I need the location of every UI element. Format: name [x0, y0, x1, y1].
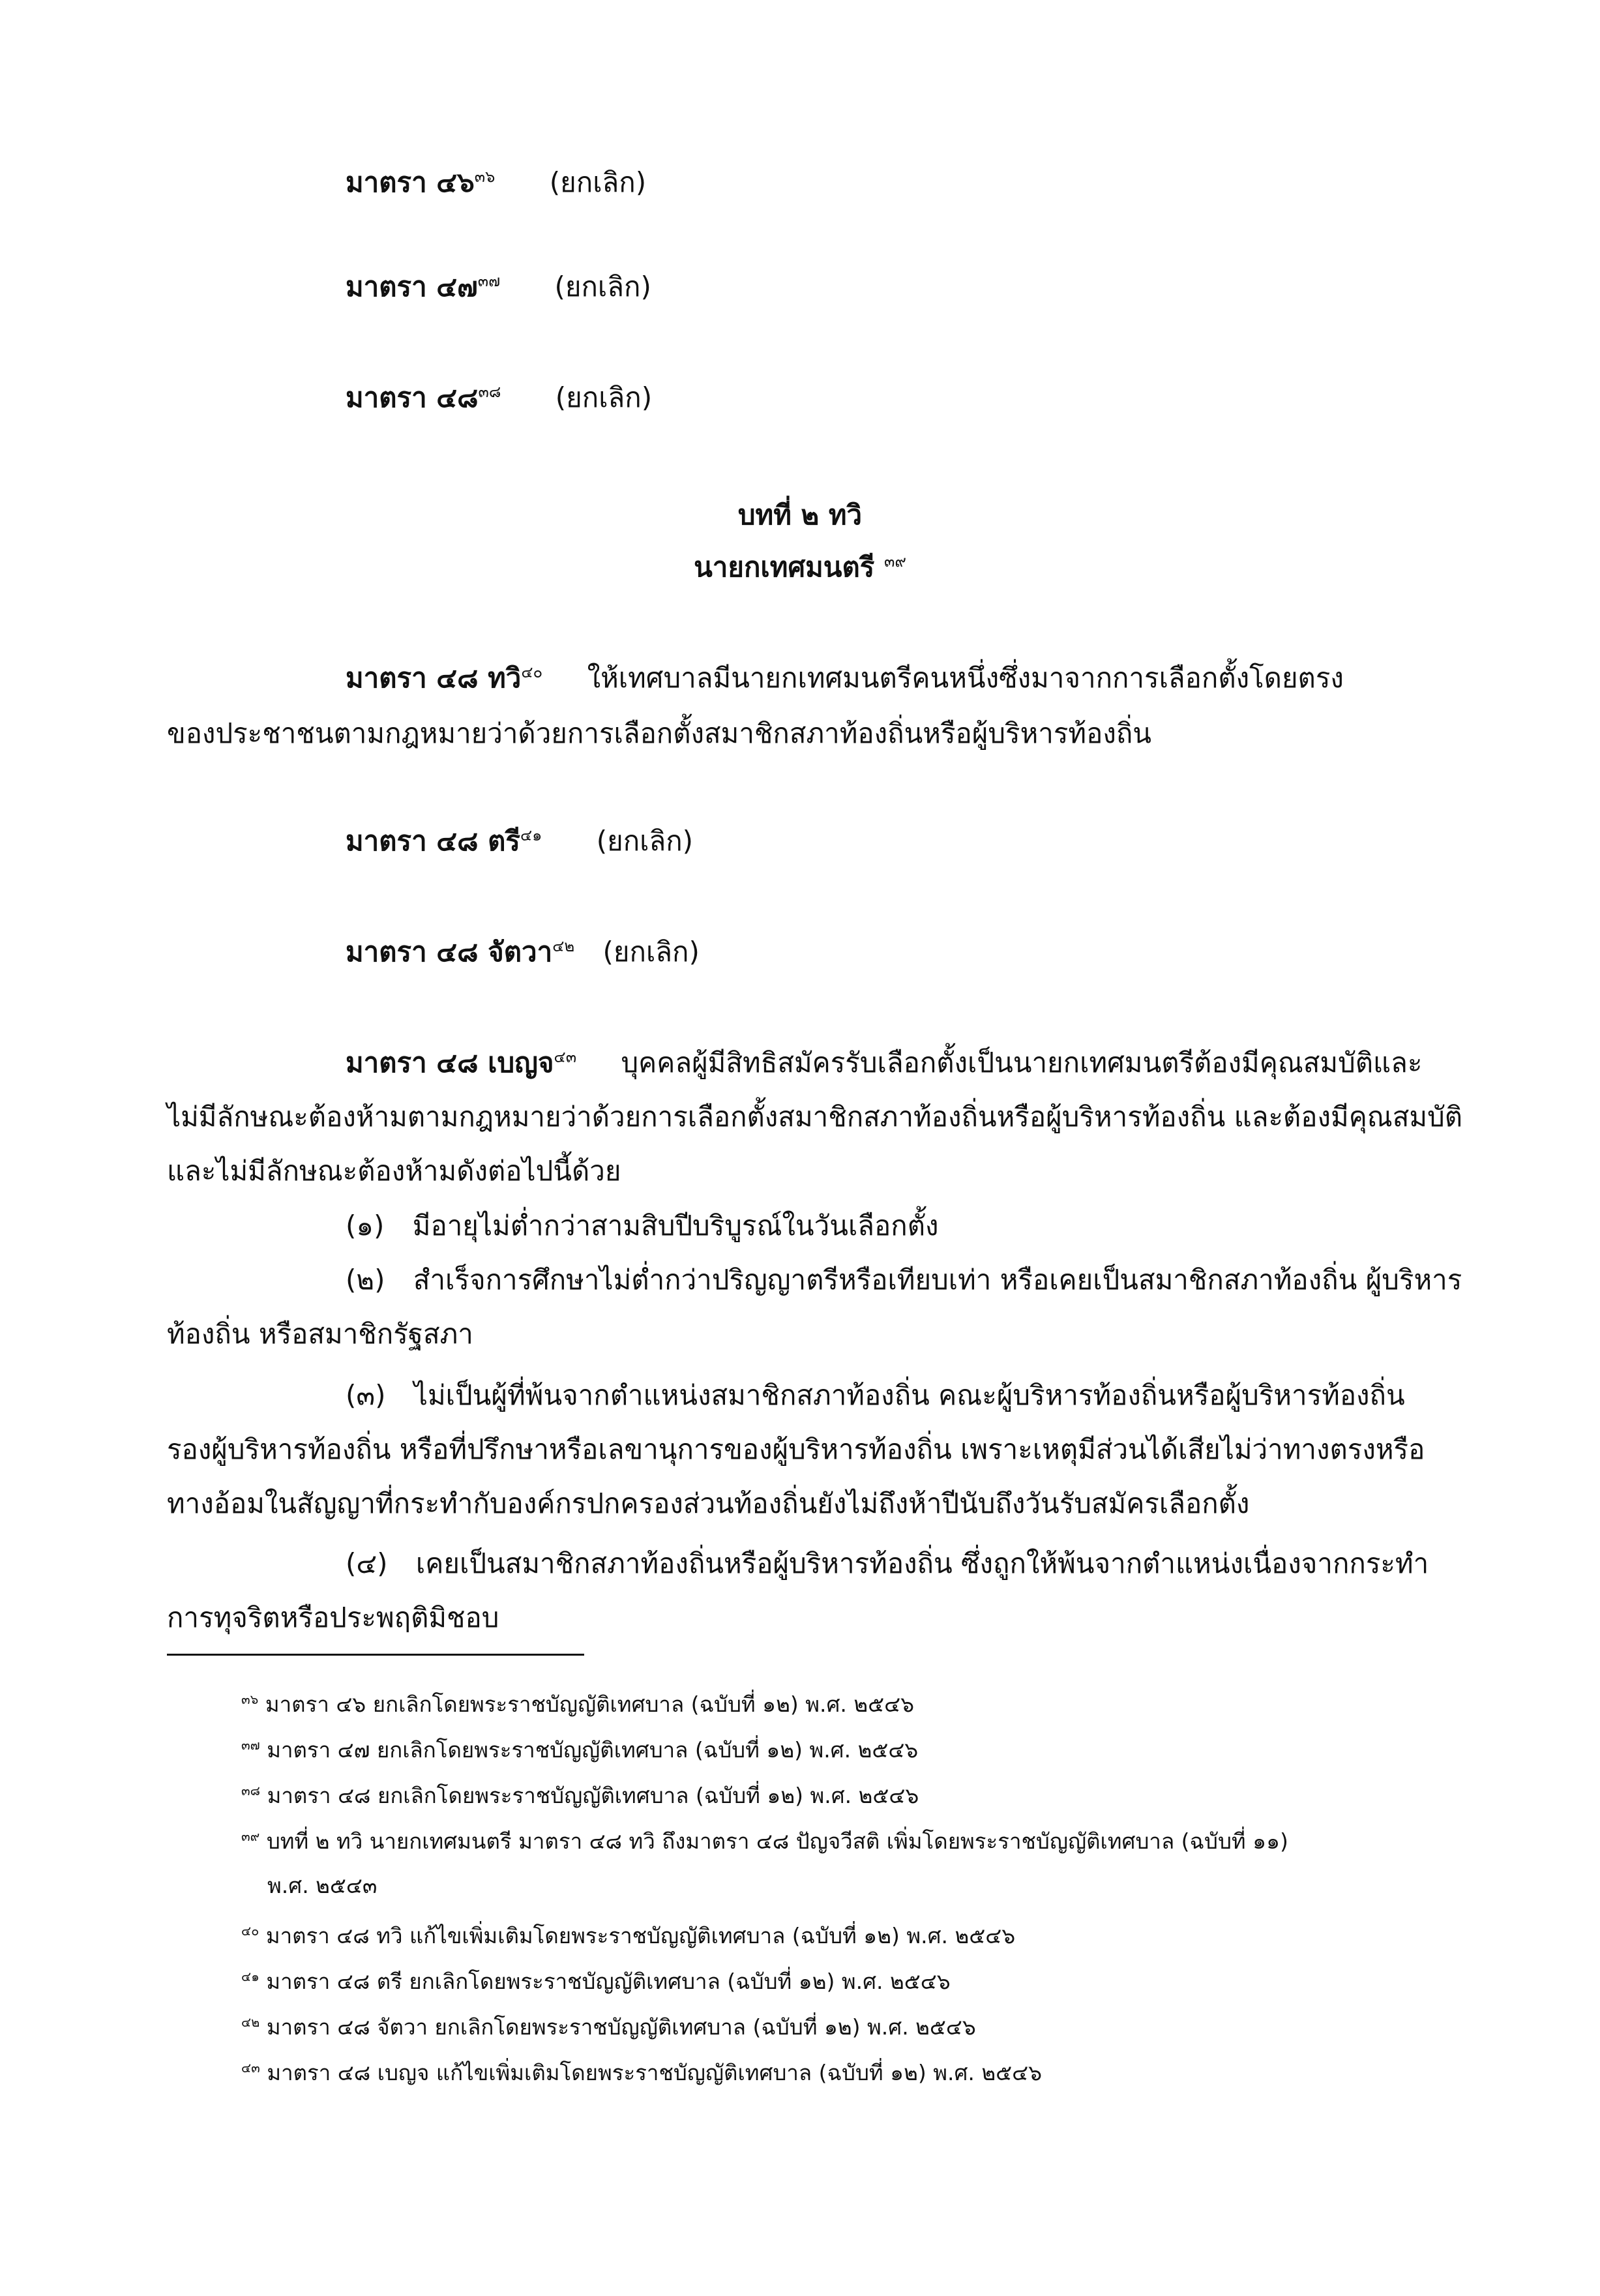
footnote-ref: ๓๗	[477, 272, 501, 290]
footnote-ref: ๔๐	[521, 663, 543, 681]
footnote-ref: ๓๘	[478, 383, 501, 401]
item-text: ไม่เป็นผู้ที่พ้นจากตำแหน่งสมาชิกสภาท้องถิ่น คณะผู้บริหารท้องถิ่นหรือผู้บริหารท้องถิ่น	[413, 1379, 1405, 1411]
footnote-number: ๓๖	[241, 1692, 259, 1707]
list-item-3-cont2: ทางอ้อมในสัญญาที่กระทำกับองค์กรปกครองส่วนท้องถิ่นยังไม่ถึงห้าปีนับถึงวันรับสมัครเลือกตั้ง	[167, 1487, 1250, 1519]
footnote-39-cont: พ.ศ. ๒๕๔๓	[267, 1873, 378, 1898]
item-number: (๒)	[346, 1264, 385, 1296]
footnote-42	[241, 2012, 976, 2043]
section-text: (ยกเลิก)	[602, 936, 700, 968]
chapter-title: นายกเทศมนตรี	[694, 551, 875, 583]
footnote-number: ๔๓	[241, 2060, 260, 2076]
section-48-bis-cont: ของประชาชนตามกฎหมายว่าด้วยการเลือกตั้งสมาชิกสภาท้องถิ่นหรือผู้บริหารท้องถิ่น	[167, 717, 1151, 749]
item-number: (๔)	[346, 1547, 388, 1579]
section-title: มาตรา ๔๘ ตรี	[346, 825, 520, 857]
list-item-3-cont: รองผู้บริหารท้องถิ่น หรือที่ปรึกษาหรือเลขานุการของผู้บริหารท้องถิ่น เพราะเหตุมีส่วนได้เสียไม่ว่าทางตรงหรือ	[167, 1433, 1425, 1465]
section-46	[346, 163, 646, 202]
section-text: บุคคลผู้มีสิทธิสมัครรับเลือกตั้งเป็นนายกเทศมนตรีต้องมีคุณสมบัติและ	[621, 1047, 1423, 1079]
section-text: (ยกเลิก)	[554, 271, 651, 303]
section-48-bis	[346, 659, 1344, 698]
section-text: (ยกเลิก)	[596, 825, 694, 857]
section-title: มาตรา ๔๘ ทวิ	[346, 662, 522, 694]
list-item-2-cont: ท้องถิ่น หรือสมาชิกรัฐสภา	[167, 1318, 473, 1350]
footnote-36	[241, 1689, 914, 1720]
section-title: มาตรา ๔๘ เบญจ	[346, 1047, 554, 1079]
footnote-40	[241, 1920, 1015, 1952]
list-item-3	[346, 1376, 1405, 1415]
chapter-subheading	[0, 548, 1600, 587]
item-text: สำเร็จการศึกษาไม่ต่ำกว่าปริญญาตรีหรือเทียบเท่า หรือเคยเป็นสมาชิกสภาท้องถิ่น ผู้บริหาร	[413, 1264, 1462, 1296]
footnote-text: มาตรา ๔๘ ตรี ยกเลิกโดยพระราชบัญญัติเทศบาล (ฉบับที่ ๑๒) พ.ศ. ๒๕๔๖	[266, 1969, 951, 1994]
section-title: มาตรา ๔๘ จัตวา	[346, 936, 553, 968]
footnote-37	[241, 1735, 918, 1766]
footnote-ref: ๓๖	[474, 168, 496, 186]
item-number: (๑)	[346, 1210, 385, 1242]
section-48-quinquies-line3: และไม่มีลักษณะต้องห้ามดังต่อไปนี้ด้วย	[167, 1155, 621, 1187]
item-text: เคยเป็นสมาชิกสภาท้องถิ่นหรือผู้บริหารท้องถิ่น ซึ่งถูกให้พ้นจากตำแหน่งเนื่องจากกระทำ	[415, 1547, 1429, 1579]
list-item-1	[346, 1206, 938, 1245]
section-48-quater	[346, 932, 700, 972]
footnote-text: บทที่ ๒ ทวิ นายกเทศมนตรี มาตรา ๔๘ ทวิ ถึงมาตรา ๔๘ ปัญจวีสติ เพิ่มโดยพระราชบัญญัติเทศบาล (ฉบับที่ ๑๑)	[266, 1828, 1288, 1854]
section-47	[346, 267, 651, 306]
footnote-43	[241, 2057, 1042, 2089]
footnote-ref: ๓๙	[883, 552, 906, 571]
footnote-text: มาตรา ๔๗ ยกเลิกโดยพระราชบัญญัติเทศบาล (ฉบับที่ ๑๒) พ.ศ. ๒๕๔๖	[267, 1737, 919, 1763]
footnote-ref: ๔๓	[554, 1048, 577, 1066]
list-item-4	[346, 1544, 1429, 1583]
section-text: (ยกเลิก)	[549, 166, 647, 198]
list-item-2	[346, 1260, 1462, 1300]
footnote-number: ๔๒	[241, 2014, 260, 2030]
footnote-ref: ๔๒	[552, 937, 575, 955]
footnote-divider	[167, 1654, 584, 1656]
footnote-text: มาตรา ๔๘ ทวิ แก้ไขเพิ่มเติมโดยพระราชบัญญัติเทศบาล (ฉบับที่ ๑๒) พ.ศ. ๒๕๔๖	[265, 1923, 1016, 1948]
footnote-number: ๓๙	[241, 1828, 260, 1844]
section-title: มาตรา ๔๗	[346, 271, 478, 303]
footnote-text: มาตรา ๔๘ ยกเลิกโดยพระราชบัญญัติเทศบาล (ฉบับที่ ๑๒) พ.ศ. ๒๕๔๖	[267, 1783, 919, 1808]
footnote-number: ๓๗	[241, 1737, 260, 1753]
footnote-38	[241, 1780, 919, 1811]
section-text: ให้เทศบาลมีนายกเทศมนตรีคนหนึ่งซึ่งมาจากการเลือกตั้งโดยตรง	[587, 662, 1344, 694]
item-number: (๓)	[346, 1379, 386, 1411]
item-text: มีอายุไม่ต่ำกว่าสามสิบปีบริบูรณ์ในวันเลือกตั้ง	[412, 1210, 939, 1242]
section-48-quinquies-line2: ไม่มีลักษณะต้องห้ามตามกฎหมายว่าด้วยการเลือกตั้งสมาชิกสภาท้องถิ่นหรือผู้บริหารท้องถิ่น และต้องมีคุณสมบัติ	[167, 1101, 1463, 1133]
section-text: (ยกเลิก)	[555, 381, 653, 413]
footnote-number: ๔๑	[241, 1969, 259, 1984]
footnote-39	[241, 1826, 1288, 1857]
footnote-text: มาตรา ๔๘ จัตวา ยกเลิกโดยพระราชบัญญัติเทศบาล (ฉบับที่ ๑๒) พ.ศ. ๒๕๔๖	[266, 2014, 976, 2040]
footnote-number: ๓๘	[241, 1783, 261, 1798]
footnote-number: ๔๐	[241, 1923, 259, 1939]
section-48-ter	[346, 822, 693, 861]
section-48	[346, 378, 652, 417]
chapter-heading: บทที่ ๒ ทวิ	[737, 499, 863, 531]
footnote-text: มาตรา ๔๖ ยกเลิกโดยพระราชบัญญัติเทศบาล (ฉบับที่ ๑๒) พ.ศ. ๒๕๔๖	[265, 1692, 915, 1717]
section-48-quinquies	[346, 1043, 1422, 1082]
section-title: มาตรา ๔๘	[346, 381, 479, 413]
footnote-text: มาตรา ๔๘ เบญจ แก้ไขเพิ่มเติมโดยพระราชบัญญัติเทศบาล (ฉบับที่ ๑๒) พ.ศ. ๒๕๔๖	[267, 2060, 1043, 2085]
footnote-41	[241, 1966, 951, 1997]
section-title: มาตรา ๔๖	[346, 166, 475, 198]
footnote-ref: ๔๑	[520, 826, 542, 844]
list-item-4-cont: การทุจริตหรือประพฤติมิชอบ	[167, 1602, 499, 1633]
